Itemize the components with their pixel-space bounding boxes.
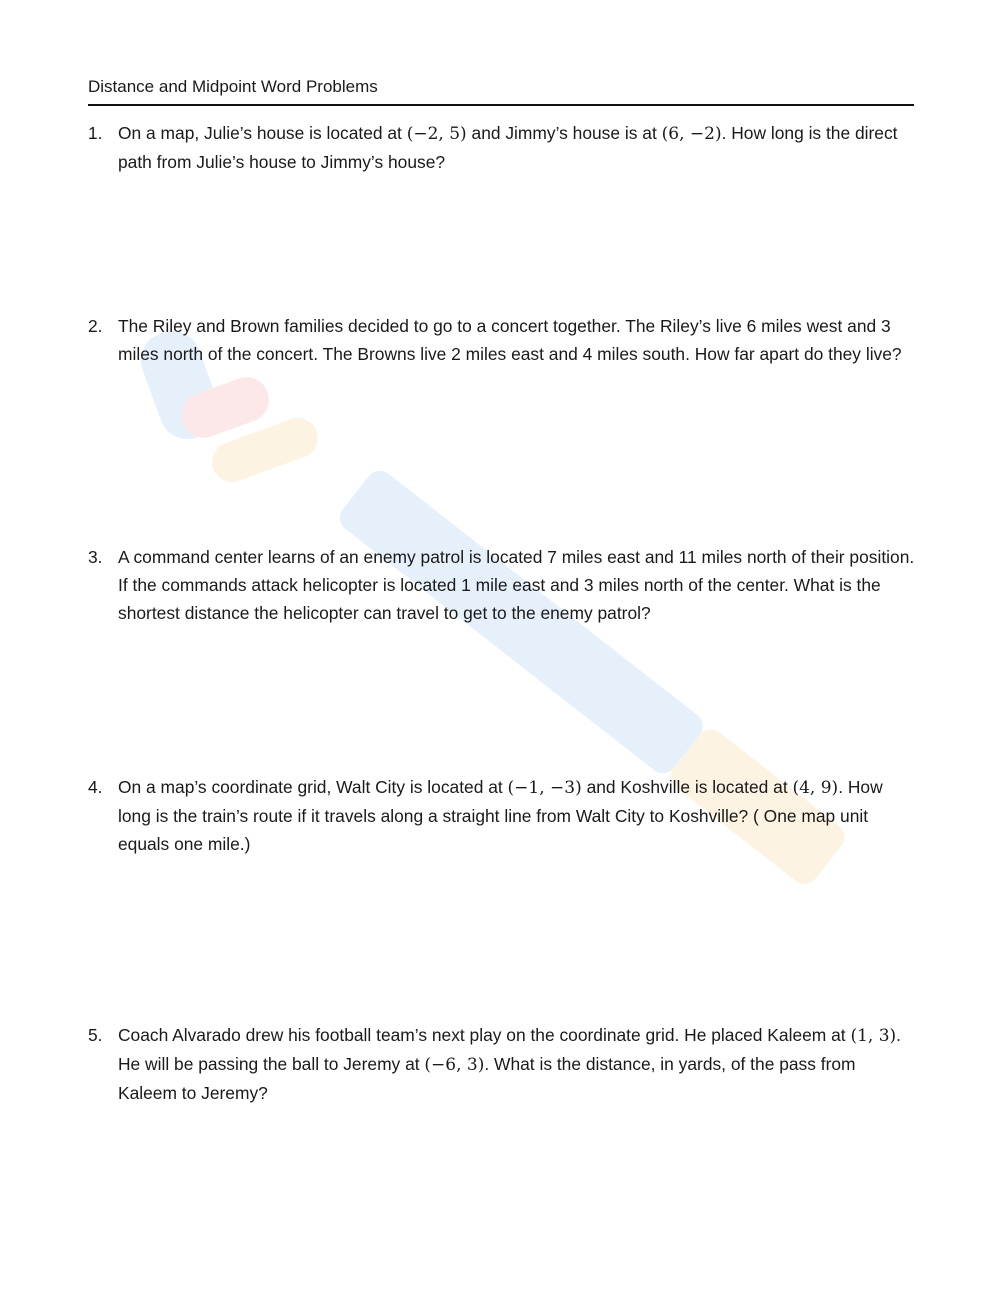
text-segment: On a map’s coordinate grid, Walt City is located at	[118, 777, 508, 797]
problem-2	[88, 312, 918, 368]
coordinate: (−6, 3)	[424, 1055, 485, 1075]
problem-1	[88, 119, 918, 176]
text-segment: . How long is the direct path from Julie’s house to Jimmy’s house?	[118, 123, 898, 172]
problem-5	[88, 1021, 918, 1107]
page-title: Distance and Midpoint Word Problems	[88, 77, 378, 96]
problem-text	[118, 312, 918, 368]
text-segment: The Riley and Brown families decided to go to a concert together. The Riley’s live 6 miles west and 3 miles north of the concert. The Browns live 2 miles east and 4 miles south. How far apart do they live?	[118, 316, 902, 364]
coordinate: (−1, −3)	[507, 778, 582, 798]
problem-number: 3.	[88, 547, 103, 567]
problem-number: 2.	[88, 316, 103, 336]
text-segment: Coach Alvarado drew his football team’s next play on the coordinate grid. He placed Kaleem at	[118, 1025, 851, 1045]
text-segment: On a map, Julie’s house is located at	[118, 123, 407, 143]
text-segment: and Jimmy’s house is at	[466, 123, 662, 143]
text-segment: . What is the distance, in yards, of the pass from Kaleem to Jeremy?	[118, 1054, 856, 1103]
text-segment: and Koshville is located at	[581, 777, 793, 797]
problem-number: 1.	[88, 123, 103, 143]
problem-text	[118, 1021, 918, 1107]
coordinate: (6, −2)	[661, 124, 722, 144]
watermark-graphic	[140, 290, 900, 990]
problem-4	[88, 773, 918, 858]
coordinate: (1, 3)	[850, 1026, 897, 1046]
problem-3	[88, 543, 918, 627]
problem-number: 5.	[88, 1025, 103, 1045]
problem-number: 4.	[88, 777, 103, 797]
text-segment: . How long is the train’s route if it travels along a straight line from Walt City to Koshville? ( One map unit equals one mile.)	[118, 777, 883, 854]
page-header	[88, 74, 914, 106]
coordinate: (−2, 5)	[406, 124, 467, 144]
text-segment: . He will be passing the ball to Jeremy at	[118, 1025, 902, 1074]
text-segment: A command center learns of an enemy patrol is located 7 miles east and 11 miles north of their position. If the commands attack helicopter is located 1 mile east and 3 miles north of the center. What is the shortest distance the helicopter can travel to get to the enemy patrol?	[118, 547, 915, 623]
problem-text	[118, 773, 918, 858]
problem-text	[118, 543, 918, 627]
coordinate: (4, 9)	[792, 778, 839, 798]
problem-text	[118, 119, 918, 176]
